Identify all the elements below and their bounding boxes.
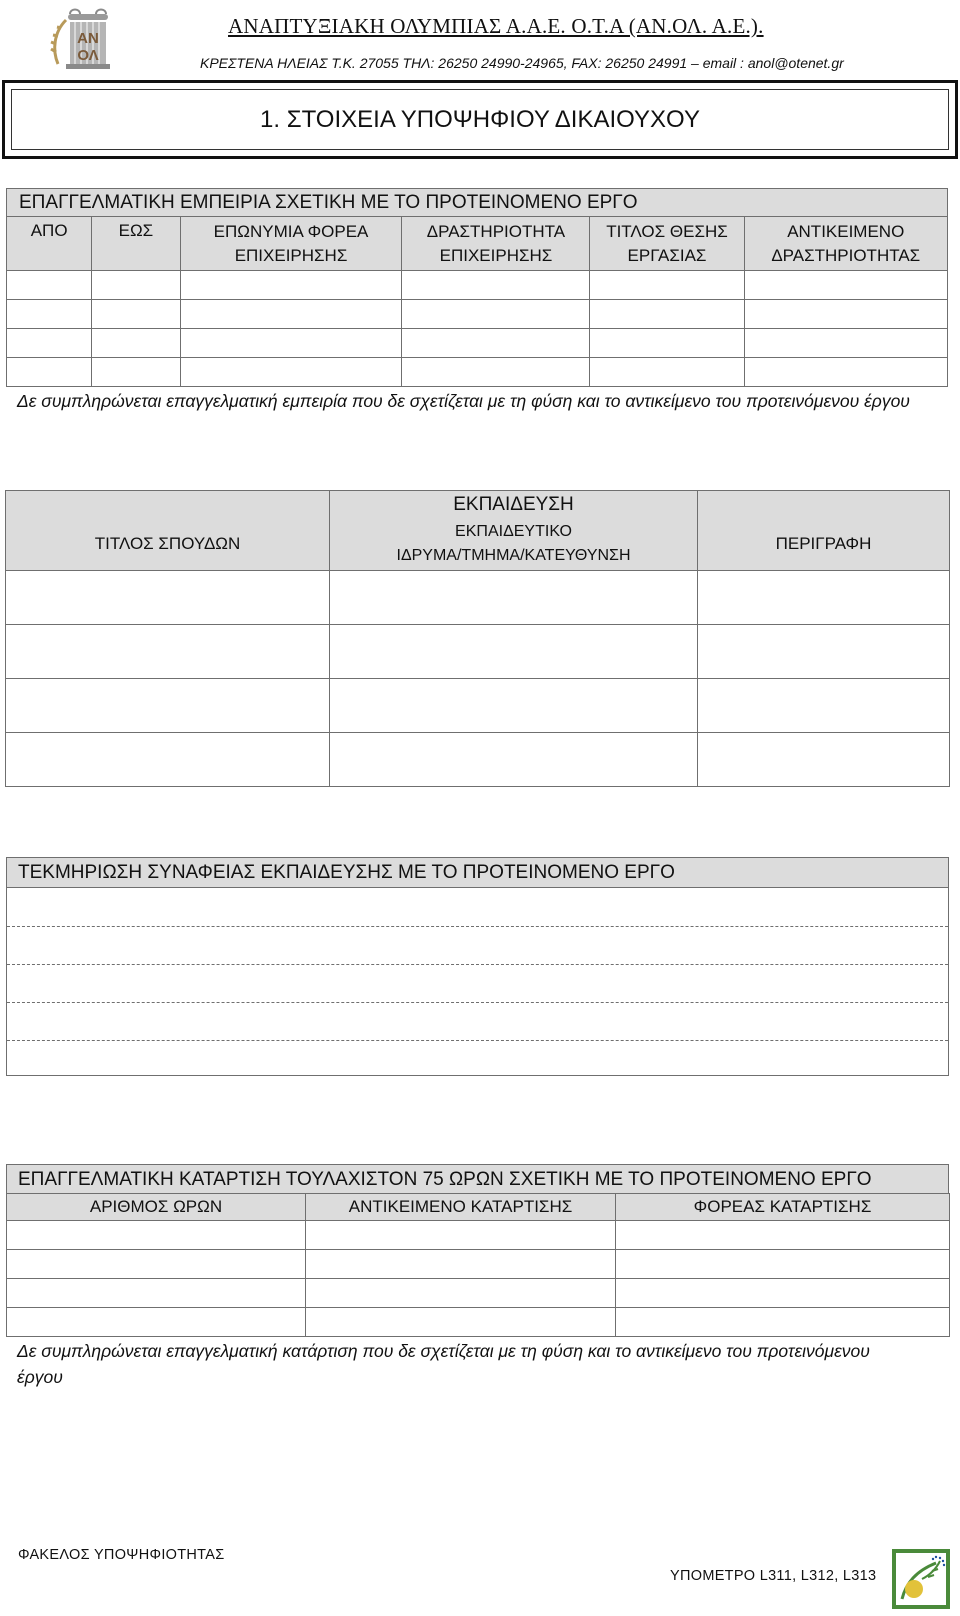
col-header-training-subject: ΑΝΤΙΚΕΙΜΕΝΟ ΚΑΤΑΡΤΙΣΗΣ [306, 1194, 616, 1221]
input-cell[interactable] [616, 1250, 950, 1279]
organization-name: ΑΝΑΠΤΥΞΙΑΚΗ ΟΛΥΜΠΙΑΣ Α.Α.Ε. Ο.Τ.Α (ΑΝ.ΟΛ. Α.Ε.). [228, 14, 764, 38]
logo-text-an: ΑΝ [77, 30, 99, 47]
table-row [6, 733, 950, 787]
table-row [7, 1250, 950, 1279]
leader-program-logo [892, 1549, 950, 1609]
writing-line[interactable] [7, 964, 948, 965]
col-header-study-title: ΤΙΤΛΟΣ ΣΠΟΥΔΩΝ [6, 519, 330, 571]
input-cell[interactable] [698, 571, 950, 625]
input-cell[interactable] [180, 271, 402, 300]
input-cell[interactable] [7, 329, 92, 358]
input-cell[interactable] [744, 300, 947, 329]
training-caption: ΕΠΑΓΓΕΛΜΑΤΙΚΗ ΚΑΤΑΡΤΙΣΗ ΤΟΥΛΑΧΙΣΤΟΝ 75 ΩΡΩΝ ΣΧΕΤΙΚΗ ΜΕ ΤΟ ΠΡΟΤΕΙΝΟΜΕΝΟ ΕΡΓΟ [6, 1164, 949, 1193]
input-cell[interactable] [698, 733, 950, 787]
input-cell[interactable] [7, 300, 92, 329]
input-cell[interactable] [7, 1250, 306, 1279]
col-header-description: ΠΕΡΙΓΡΑΦΗ [698, 519, 950, 571]
section-title-inner [11, 89, 949, 150]
input-cell[interactable] [698, 625, 950, 679]
input-cell[interactable] [744, 358, 947, 387]
anol-logo [50, 6, 122, 72]
col-header-hours: ΑΡΙΘΜΟΣ ΩΡΩΝ [7, 1194, 306, 1221]
table-row [7, 1279, 950, 1308]
training-table [6, 1193, 950, 1337]
input-cell[interactable] [6, 625, 330, 679]
experience-note: Δε συμπληρώνεται επαγγελματική εμπειρία που δε σχετίζεται με τη φύση και το αντικείμενο του προτεινόμενου έργου [17, 391, 910, 411]
input-cell[interactable] [616, 1279, 950, 1308]
table-row [7, 1221, 950, 1250]
table-row [6, 679, 950, 733]
training-note: Δε συμπληρώνεται επαγγελματική κατάρτιση που δε σχετίζεται με τη φύση και το αντικείμενο του προτεινόμενου έργου [17, 1341, 870, 1387]
education-caption: ΕΚΠΑΙΔΕΥΣΗ [330, 491, 698, 519]
table-row [6, 625, 950, 679]
input-cell[interactable] [92, 271, 180, 300]
input-cell[interactable] [180, 358, 402, 387]
input-cell[interactable] [6, 571, 330, 625]
input-cell[interactable] [92, 300, 180, 329]
input-cell[interactable] [6, 733, 330, 787]
writing-line[interactable] [7, 1002, 948, 1003]
input-cell[interactable] [590, 271, 744, 300]
writing-line[interactable] [7, 926, 948, 927]
input-cell[interactable] [7, 271, 92, 300]
col-header-business-activity: ΔΡΑΣΤΗΡΙΟΤΗΤΑ ΕΠΙΧΕΙΡΗΣΗΣ [402, 217, 590, 271]
organization-contact: ΚΡΕΣΤΕΝΑ ΗΛΕΙΑΣ Τ.Κ. 27055 ΤΗΛ: 26250 24990-24965, FAX: 26250 24991 – email : anol@otenet.gr [200, 55, 844, 71]
col-header-job-title: ΤΙΤΛΟΣ ΘΕΣΗΣ ΕΡΓΑΣΙΑΣ [590, 217, 744, 271]
col-header-company-name: ΕΠΩΝΥΜΙΑ ΦΟΡΕΑ ΕΠΙΧΕΙΡΗΣΗΣ [180, 217, 402, 271]
section-title-box [2, 80, 958, 159]
footer-submeasure-label: ΥΠΟΜΕΤΡΟ L311, L312, L313 [670, 1568, 877, 1584]
logo-text-ol: ΟΛ [77, 47, 99, 64]
input-cell[interactable] [402, 329, 590, 358]
input-cell[interactable] [6, 679, 330, 733]
education-table [5, 490, 950, 787]
input-cell[interactable] [180, 329, 402, 358]
input-cell[interactable] [698, 679, 950, 733]
table-row [7, 1308, 950, 1337]
input-cell[interactable] [402, 271, 590, 300]
experience-caption: ΕΠΑΓΓΕΛΜΑΤΙΚΗ ΕΜΠΕΙΡΙΑ ΣΧΕΤΙΚΗ ΜΕ ΤΟ ΠΡΟΤΕΙΝΟΜΕΝΟ ΕΡΓΟ [7, 189, 948, 217]
input-cell[interactable] [306, 1279, 616, 1308]
input-cell[interactable] [330, 625, 698, 679]
input-cell[interactable] [92, 358, 180, 387]
table-row [7, 329, 948, 358]
education-caption-right-spacer [698, 491, 950, 519]
input-cell[interactable] [7, 358, 92, 387]
input-cell[interactable] [7, 1308, 306, 1337]
input-cell[interactable] [402, 358, 590, 387]
input-cell[interactable] [92, 329, 180, 358]
input-cell[interactable] [306, 1308, 616, 1337]
col-header-training-provider: ΦΟΡΕΑΣ ΚΑΤΑΡΤΙΣΗΣ [616, 1194, 950, 1221]
table-row [7, 358, 948, 387]
col-header-activity-subject: ΑΝΤΙΚΕΙΜΕΝΟ ΔΡΑΣΤΗΡΙΟΤΗΤΑΣ [744, 217, 947, 271]
table-row [7, 300, 948, 329]
footer-folder-label: ΦΑΚΕΛΟΣ ΥΠΟΨΗΦΙΟΤΗΤΑΣ [18, 1547, 225, 1563]
education-caption-left-spacer [6, 491, 330, 519]
input-cell[interactable] [180, 300, 402, 329]
input-cell[interactable] [590, 300, 744, 329]
education-relevance-box [6, 857, 949, 1076]
input-cell[interactable] [306, 1250, 616, 1279]
experience-table [6, 188, 948, 387]
table-row [7, 271, 948, 300]
input-cell[interactable] [744, 271, 947, 300]
input-cell[interactable] [744, 329, 947, 358]
col-header-from: ΑΠΟ [7, 217, 92, 271]
input-cell[interactable] [7, 1279, 306, 1308]
input-cell[interactable] [616, 1221, 950, 1250]
letterhead [0, 0, 960, 80]
col-header-institution: ΕΚΠΑΙΔΕΥΤΙΚΟ ΙΔΡΥΜΑ/ΤΜΗΜΑ/ΚΑΤΕΥΘΥΝΣΗ [330, 519, 698, 571]
input-cell[interactable] [7, 1221, 306, 1250]
input-cell[interactable] [330, 571, 698, 625]
table-row [6, 571, 950, 625]
input-cell[interactable] [306, 1221, 616, 1250]
input-cell[interactable] [590, 329, 744, 358]
input-cell[interactable] [330, 679, 698, 733]
writing-line[interactable] [7, 1040, 948, 1041]
input-cell[interactable] [616, 1308, 950, 1337]
input-cell[interactable] [590, 358, 744, 387]
section-title: 1. ΣΤΟΙΧΕΙΑ ΥΠΟΨΗΦΙΟΥ ΔΙΚΑΙΟΥΧΟΥ [260, 105, 700, 133]
col-header-to: ΕΩΣ [92, 217, 180, 271]
relevance-caption: ΤΕΚΜΗΡΙΩΣΗ ΣΥΝΑΦΕΙΑΣ ΕΚΠΑΙΔΕΥΣΗΣ ΜΕ ΤΟ ΠΡΟΤΕΙΝΟΜΕΝΟ ΕΡΓΟ [7, 858, 948, 888]
input-cell[interactable] [402, 300, 590, 329]
input-cell[interactable] [330, 733, 698, 787]
